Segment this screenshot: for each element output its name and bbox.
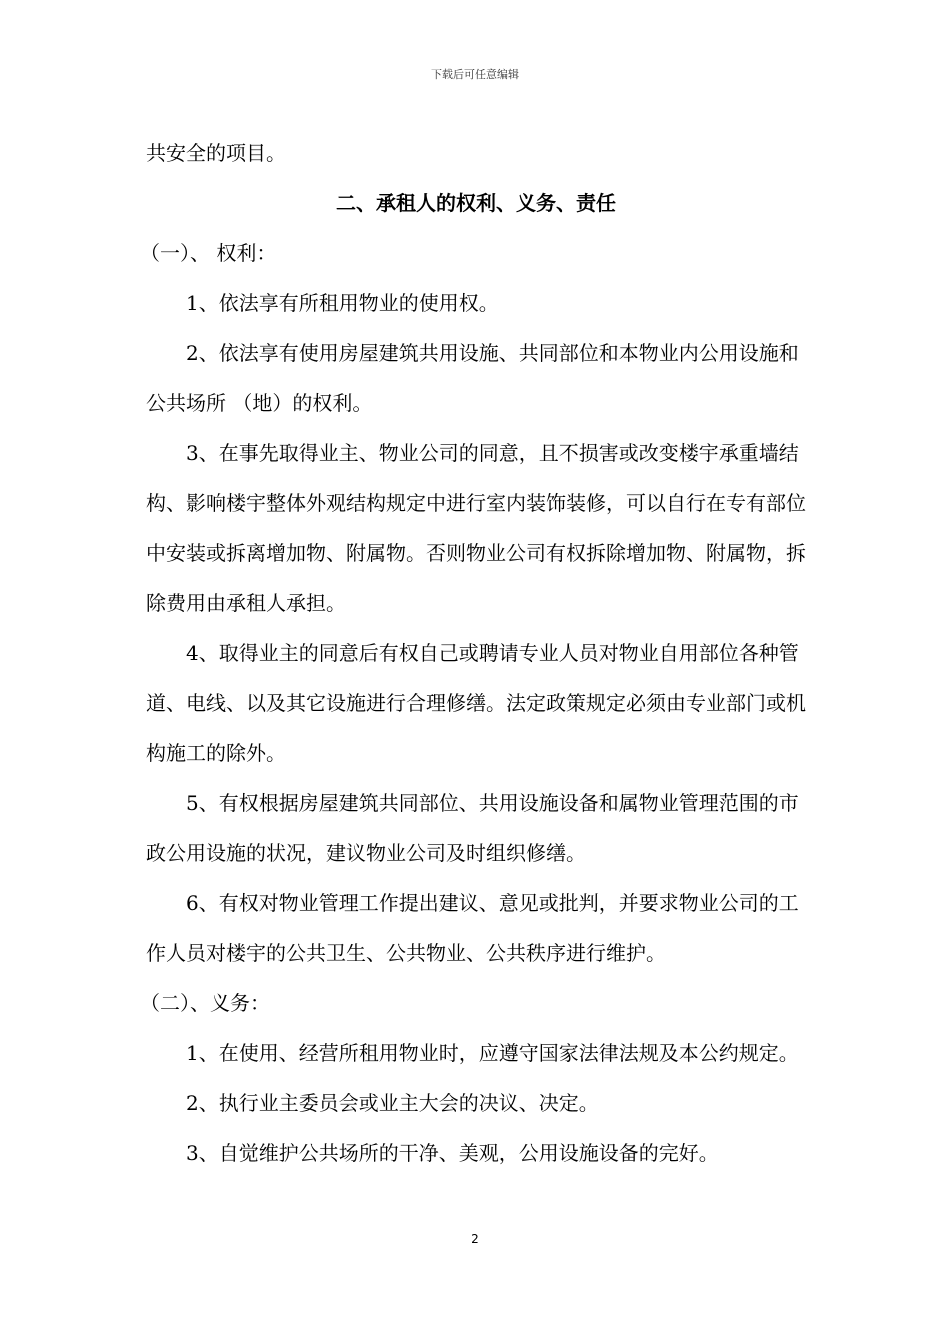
duties-heading: （二）、义务： [140, 991, 270, 1015]
duties-item: 3、自觉维护公共场所的干净、美观，公用设施设备的完好。 [186, 1141, 719, 1165]
section-heading: 二、承租人的权利、义务、责任 [336, 191, 616, 215]
rights-item: 6、有权对物业管理工作提出建议、意见或批判，并要求物业公司的工作人员对楼宇的公共卫生、公共物业、公共秩序进行维护。 [146, 891, 799, 965]
rights-item: 1、依法享有所租用物业的使用权。 [186, 291, 499, 315]
rights-item: 4、取得业主的同意后有权自己或聘请专业人员对物业自用部位各种管道、电线、以及其它设施进行合理修缮。法定政策规定必须由专业部门或机构施工的除外。 [146, 641, 806, 765]
duties-item: 2、执行业主委员会或业主大会的决议、决定。 [186, 1091, 599, 1115]
continuation-paragraph: 共安全的项目。 [146, 141, 286, 165]
document-body [140, 128, 806, 1178]
page-number: 2 [471, 1232, 479, 1246]
rights-item: 5、有权根据房屋建筑共同部位、共用设施设备和属物业管理范围的市政公用设施的状况，建议物业公司及时组织修缮。 [146, 791, 799, 865]
rights-item: 3、在事先取得业主、物业公司的同意，且不损害或改变楼宇承重墙结构、影响楼宇整体外观结构规定中进行室内装饰装修，可以自行在专有部位中安装或拆离增加物、附属物。否则物业公司有权拆除增加物、附属物，拆除费用由承租人承担。 [146, 441, 806, 615]
page-header: 下载后可任意编辑 [431, 68, 519, 81]
duties-item: 1、在使用、经营所租用物业时，应遵守国家法律法规及本公约规定。 [186, 1041, 799, 1065]
rights-heading: （一）、 权利： [140, 241, 277, 265]
rights-item: 2、依法享有使用房屋建筑共用设施、共同部位和本物业内公用设施和公共场所 （地）的权利。 [146, 341, 799, 415]
